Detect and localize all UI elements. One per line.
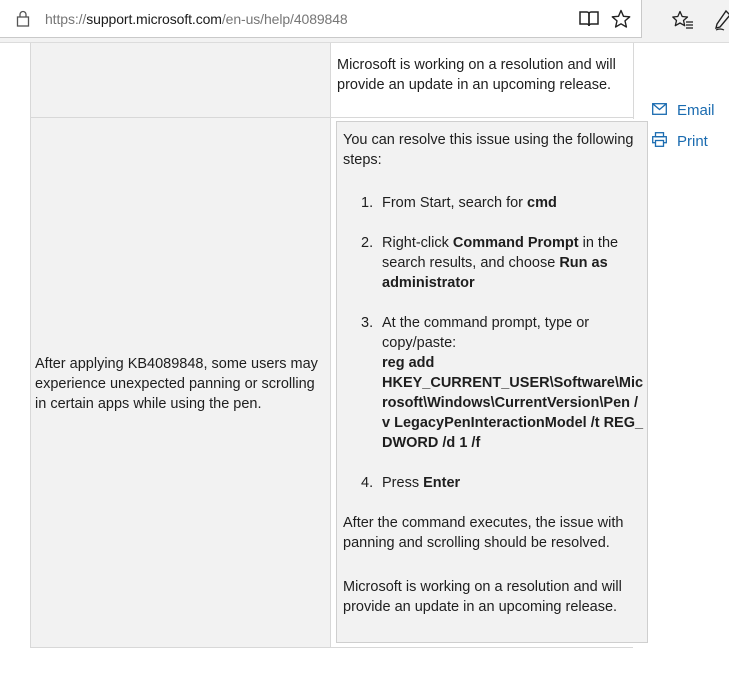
printer-icon [652,132,667,151]
step-text: Press [382,475,424,491]
email-label: Email [677,102,715,119]
step-bold: Command Prompt [452,235,579,251]
step-number: 1. [361,195,374,211]
browser-toolbar [0,0,729,43]
registry-command[interactable]: reg add HKEY_CURRENT_USER\Software\Microsoft\Windows\CurrentVersion\Pen /v LegacyPenInteractionModel /t REG_DWORD /d 1 /f [382,355,644,451]
star-icon[interactable] [611,9,631,34]
table-border-middle [330,43,331,647]
step-text: in the search results, and choose [382,235,619,271]
step-2 [382,233,644,293]
step-bold: cmd [527,195,557,211]
workaround-box [336,121,648,643]
print-link[interactable] [652,132,708,151]
table-border-bottom [30,647,633,648]
address-bar[interactable] [0,0,642,38]
reading-view-icon[interactable] [578,9,600,34]
closing-note: Microsoft is working on a resolution and will provide an update in an upcoming release. [343,579,622,615]
favorites-icon[interactable] [672,10,694,35]
pen-icon[interactable] [714,9,729,36]
print-label: Print [677,133,708,150]
step-text: At the command prompt, type or copy/paste: [382,315,590,351]
step-bold: Run as administrator [382,255,608,291]
url-path: /en-us/help/4089848 [221,11,348,27]
step-text: From Start, search for [382,195,528,211]
workaround-intro: You can resolve this issue using the following steps: [343,132,634,168]
step-4 [382,473,644,493]
step-number: 4. [361,475,374,491]
table-row-divider [30,117,633,118]
symptom-column [30,43,330,647]
row2-symptom: After applying KB4089848, some users may experience unexpected panning or scrolling in certain apps while using the pen. [35,356,318,412]
email-link[interactable] [652,102,715,119]
url-prefix: https:// [45,11,87,27]
lock-icon [16,10,30,32]
url-domain: support.microsoft.com [86,11,222,27]
step-1 [382,193,644,213]
step-number: 3. [361,315,374,331]
table-border-right [633,43,634,119]
step-text: Right-click [382,235,453,251]
after-command-text: After the command executes, the issue with panning and scrolling should be resolved. [343,515,624,551]
step-bold: Enter [423,475,461,491]
row1-resolution-note: Microsoft is working on a resolution and will provide an update in an upcoming release. [337,57,616,93]
step-3 [382,313,644,453]
mail-icon [652,102,667,119]
address-url[interactable] [45,11,348,27]
step-number: 2. [361,235,374,251]
table-border-left [30,43,31,647]
